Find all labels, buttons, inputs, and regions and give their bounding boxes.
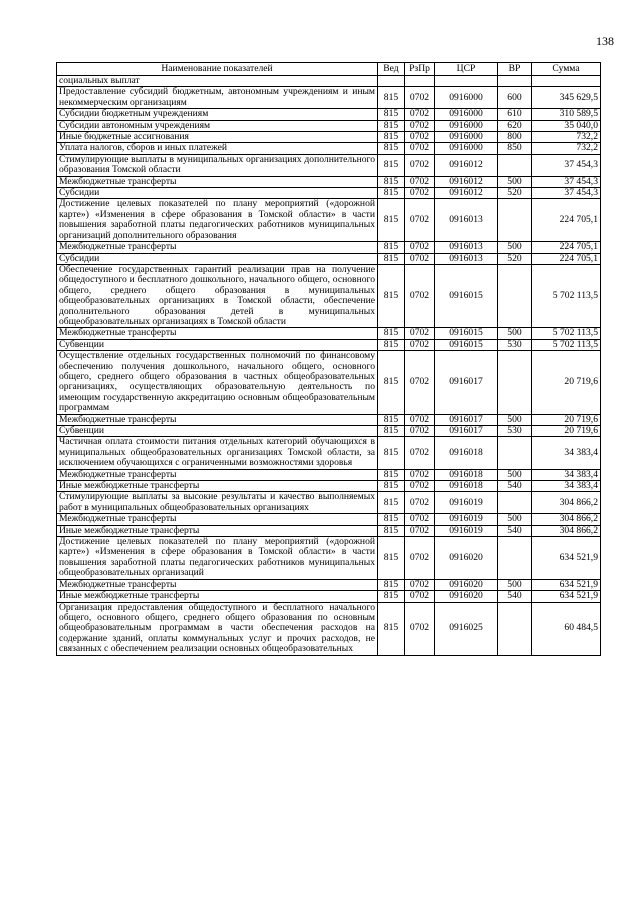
cell-csr: 0916019 — [435, 492, 498, 514]
cell-vr — [498, 264, 532, 327]
cell-vr — [498, 351, 532, 414]
cell-csr — [435, 76, 498, 87]
cell-ved: 815 — [378, 591, 405, 602]
cell-name: Субсидии — [57, 188, 378, 199]
cell-csr: 0916015 — [435, 339, 498, 350]
cell-csr: 0916019 — [435, 514, 498, 525]
header-name: Наименование показателей — [57, 63, 378, 76]
cell-rzpr: 0702 — [405, 514, 435, 525]
cell-ved — [378, 76, 405, 87]
cell-vr — [498, 154, 532, 176]
cell-rzpr: 0702 — [405, 176, 435, 187]
cell-sum: 20 719,6 — [532, 414, 601, 425]
cell-sum: 224 705,1 — [532, 242, 601, 253]
cell-ved: 815 — [378, 437, 405, 469]
cell-vr — [498, 492, 532, 514]
cell-sum: 60 484,5 — [532, 602, 601, 655]
cell-rzpr: 0702 — [405, 199, 435, 242]
header-vr: ВР — [498, 63, 532, 76]
cell-csr: 0916020 — [435, 591, 498, 602]
cell-sum: 345 629,5 — [532, 87, 601, 109]
table-row — [57, 537, 601, 580]
cell-ved: 815 — [378, 537, 405, 580]
cell-csr: 0916013 — [435, 253, 498, 264]
cell-sum: 37 454,3 — [532, 176, 601, 187]
cell-ved: 815 — [378, 602, 405, 655]
cell-csr: 0916013 — [435, 242, 498, 253]
cell-ved: 815 — [378, 264, 405, 327]
cell-sum: 310 589,5 — [532, 109, 601, 120]
cell-sum: 304 866,2 — [532, 514, 601, 525]
table-row — [57, 143, 601, 154]
table-body — [57, 76, 601, 656]
table-row — [57, 437, 601, 469]
cell-name: Межбюджетные трансферты — [57, 469, 378, 480]
cell-name: Субсидии бюджетным учреждениям — [57, 109, 378, 120]
table-row — [57, 492, 601, 514]
cell-rzpr: 0702 — [405, 591, 435, 602]
cell-vr: 800 — [498, 132, 532, 143]
cell-sum: 34 383,4 — [532, 481, 601, 492]
cell-name: Достижение целевых показателей по плану мероприятий («дорожной карте») «Изменения в сфере образования в Томской области» в части повышения заработной платы педагогических работников муниципальных общеобразовательных организаций — [57, 537, 378, 580]
cell-sum: 732,2 — [532, 143, 601, 154]
cell-ved: 815 — [378, 351, 405, 414]
cell-ved: 815 — [378, 328, 405, 339]
page-number: 138 — [596, 34, 614, 48]
cell-rzpr: 0702 — [405, 414, 435, 425]
cell-name: Межбюджетные трансферты — [57, 176, 378, 187]
cell-sum: 634 521,9 — [532, 537, 601, 580]
cell-name: Иные межбюджетные трансферты — [57, 481, 378, 492]
table-row — [57, 469, 601, 480]
cell-vr: 500 — [498, 176, 532, 187]
table-row — [57, 242, 601, 253]
table-row — [57, 253, 601, 264]
cell-name: Стимулирующие выплаты за высокие результаты и качество выполняемых работ в муниципальных общеобразовательных организациях — [57, 492, 378, 514]
cell-name: Стимулирующие выплаты в муниципальных организациях дополнительного образования Томской области — [57, 154, 378, 176]
cell-vr: 500 — [498, 514, 532, 525]
cell-ved: 815 — [378, 109, 405, 120]
cell-rzpr: 0702 — [405, 87, 435, 109]
table-row — [57, 132, 601, 143]
cell-sum — [532, 76, 601, 87]
table-row — [57, 514, 601, 525]
cell-sum: 37 454,3 — [532, 188, 601, 199]
cell-vr: 530 — [498, 339, 532, 350]
cell-ved: 815 — [378, 188, 405, 199]
table-row — [57, 579, 601, 590]
cell-sum: 634 521,9 — [532, 591, 601, 602]
cell-vr: 500 — [498, 242, 532, 253]
table-row — [57, 188, 601, 199]
cell-sum: 224 705,1 — [532, 253, 601, 264]
header-csr: ЦСР — [435, 63, 498, 76]
cell-name: Предоставление субсидий бюджетным, автономным учреждениям и иным некоммерческим организациям — [57, 87, 378, 109]
cell-ved: 815 — [378, 514, 405, 525]
cell-csr: 0916000 — [435, 120, 498, 131]
cell-ved: 815 — [378, 481, 405, 492]
cell-rzpr: 0702 — [405, 120, 435, 131]
cell-name: Межбюджетные трансферты — [57, 579, 378, 590]
table-row — [57, 328, 601, 339]
cell-vr: 620 — [498, 120, 532, 131]
cell-rzpr: 0702 — [405, 188, 435, 199]
cell-vr: 540 — [498, 591, 532, 602]
cell-name: Иные бюджетные ассигнования — [57, 132, 378, 143]
cell-name: Субсидии — [57, 253, 378, 264]
cell-rzpr — [405, 76, 435, 87]
table-row — [57, 176, 601, 187]
cell-name: Межбюджетные трансферты — [57, 514, 378, 525]
cell-csr: 0916000 — [435, 143, 498, 154]
cell-csr: 0916000 — [435, 132, 498, 143]
cell-sum: 634 521,9 — [532, 579, 601, 590]
cell-rzpr: 0702 — [405, 253, 435, 264]
table-row — [57, 199, 601, 242]
cell-name: Субвенции — [57, 426, 378, 437]
cell-ved: 815 — [378, 492, 405, 514]
cell-name: Организация предоставления общедоступного и бесплатного начального общего, основного общего, среднего общего образования по основным общеобразовательным программам в части обеспечения расходов на содержание зданий, оплаты коммунальных услуг и прочих расходов, не связанных с обеспечением реализации основных общеобразовательных — [57, 602, 378, 655]
cell-ved: 815 — [378, 143, 405, 154]
cell-name: Иные межбюджетные трансферты — [57, 525, 378, 536]
table-row — [57, 120, 601, 131]
cell-name: социальных выплат — [57, 76, 378, 87]
table-row — [57, 481, 601, 492]
cell-ved: 815 — [378, 426, 405, 437]
header-sum: Сумма — [532, 63, 601, 76]
cell-csr: 0916012 — [435, 176, 498, 187]
cell-rzpr: 0702 — [405, 537, 435, 580]
cell-name: Уплата налогов, сборов и иных платежей — [57, 143, 378, 154]
table-header — [57, 63, 601, 76]
cell-csr: 0916000 — [435, 109, 498, 120]
cell-vr — [498, 199, 532, 242]
cell-rzpr: 0702 — [405, 339, 435, 350]
cell-rzpr: 0702 — [405, 469, 435, 480]
cell-csr: 0916017 — [435, 351, 498, 414]
cell-sum: 20 719,6 — [532, 351, 601, 414]
cell-csr: 0916013 — [435, 199, 498, 242]
cell-csr: 0916025 — [435, 602, 498, 655]
cell-csr: 0916015 — [435, 328, 498, 339]
cell-rzpr: 0702 — [405, 481, 435, 492]
cell-ved: 815 — [378, 132, 405, 143]
cell-csr: 0916020 — [435, 579, 498, 590]
cell-name: Субвенции — [57, 339, 378, 350]
cell-rzpr: 0702 — [405, 426, 435, 437]
cell-sum: 37 454,3 — [532, 154, 601, 176]
cell-vr: 500 — [498, 579, 532, 590]
cell-csr: 0916018 — [435, 437, 498, 469]
cell-ved: 815 — [378, 579, 405, 590]
cell-name: Иные межбюджетные трансферты — [57, 591, 378, 602]
cell-name: Межбюджетные трансферты — [57, 328, 378, 339]
cell-sum: 732,2 — [532, 132, 601, 143]
cell-rzpr: 0702 — [405, 264, 435, 327]
cell-rzpr: 0702 — [405, 602, 435, 655]
cell-name: Достижение целевых показателей по плану мероприятий («дорожной карте») «Изменения в сфере образования в Томской области» в части повышения заработной платы педагогических работников муниципальных организаций дополнительного образования — [57, 199, 378, 242]
header-ved: Вед — [378, 63, 405, 76]
cell-csr: 0916015 — [435, 264, 498, 327]
cell-rzpr: 0702 — [405, 492, 435, 514]
cell-sum: 34 383,4 — [532, 469, 601, 480]
table-row — [57, 426, 601, 437]
cell-ved: 815 — [378, 87, 405, 109]
cell-vr — [498, 537, 532, 580]
cell-ved: 815 — [378, 242, 405, 253]
cell-vr — [498, 437, 532, 469]
cell-name: Осуществление отдельных государственных полномочий по финансовому обеспечению получения дошкольного, начального общего, основного общего, среднего общего образования в частных общеобразовательных организациях, осуществляющих образовательную деятельность по имеющим государственную аккредитацию основным общеобразовательным программам — [57, 351, 378, 414]
table-row — [57, 602, 601, 655]
cell-ved: 815 — [378, 469, 405, 480]
cell-rzpr: 0702 — [405, 154, 435, 176]
cell-rzpr: 0702 — [405, 437, 435, 469]
cell-ved: 815 — [378, 199, 405, 242]
cell-csr: 0916000 — [435, 87, 498, 109]
cell-rzpr: 0702 — [405, 351, 435, 414]
cell-csr: 0916018 — [435, 481, 498, 492]
cell-sum: 5 702 113,5 — [532, 328, 601, 339]
cell-ved: 815 — [378, 414, 405, 425]
cell-vr: 600 — [498, 87, 532, 109]
cell-name: Обеспечение государственных гарантий реализации прав на получение общедоступного и бесплатного дошкольного, начального общего, основного общего, среднего общего образования в муниципальных общеобразовательных организациях в Томской области, обеспечение дополнительного образования детей в муниципальных общеобразовательных организациях в Томской области — [57, 264, 378, 327]
table-row — [57, 109, 601, 120]
cell-vr — [498, 602, 532, 655]
budget-table — [56, 62, 601, 656]
cell-vr: 520 — [498, 253, 532, 264]
cell-vr: 610 — [498, 109, 532, 120]
cell-vr: 530 — [498, 426, 532, 437]
table-row — [57, 525, 601, 536]
table-row — [57, 351, 601, 414]
cell-sum: 5 702 113,5 — [532, 264, 601, 327]
cell-csr: 0916012 — [435, 188, 498, 199]
cell-vr: 500 — [498, 328, 532, 339]
cell-rzpr: 0702 — [405, 328, 435, 339]
table-row — [57, 414, 601, 425]
cell-sum: 5 702 113,5 — [532, 339, 601, 350]
cell-vr: 540 — [498, 525, 532, 536]
cell-sum: 34 383,4 — [532, 437, 601, 469]
cell-ved: 815 — [378, 176, 405, 187]
cell-ved: 815 — [378, 154, 405, 176]
cell-csr: 0916017 — [435, 414, 498, 425]
cell-rzpr: 0702 — [405, 143, 435, 154]
cell-vr: 520 — [498, 188, 532, 199]
cell-sum: 20 719,6 — [532, 426, 601, 437]
cell-vr: 500 — [498, 469, 532, 480]
cell-vr: 500 — [498, 414, 532, 425]
table-row — [57, 339, 601, 350]
cell-rzpr: 0702 — [405, 242, 435, 253]
cell-ved: 815 — [378, 339, 405, 350]
cell-vr — [498, 76, 532, 87]
cell-csr: 0916018 — [435, 469, 498, 480]
cell-sum: 224 705,1 — [532, 199, 601, 242]
cell-sum: 304 866,2 — [532, 525, 601, 536]
cell-ved: 815 — [378, 525, 405, 536]
cell-sum: 304 866,2 — [532, 492, 601, 514]
cell-ved: 815 — [378, 120, 405, 131]
table-row — [57, 76, 601, 87]
cell-rzpr: 0702 — [405, 132, 435, 143]
cell-csr: 0916012 — [435, 154, 498, 176]
cell-csr: 0916020 — [435, 537, 498, 580]
cell-csr: 0916019 — [435, 525, 498, 536]
table-row — [57, 591, 601, 602]
header-rzpr: РзПр — [405, 63, 435, 76]
table-row — [57, 264, 601, 327]
cell-rzpr: 0702 — [405, 525, 435, 536]
cell-vr: 540 — [498, 481, 532, 492]
cell-rzpr: 0702 — [405, 579, 435, 590]
cell-rzpr: 0702 — [405, 109, 435, 120]
cell-csr: 0916017 — [435, 426, 498, 437]
cell-ved: 815 — [378, 253, 405, 264]
cell-name: Частичная оплата стоимости питания отдельных категорий обучающихся в муниципальных общеобразовательных организациях Томской области, за исключением обучающихся с ограниченными возможностями здоровья — [57, 437, 378, 469]
cell-sum: 35 040,0 — [532, 120, 601, 131]
cell-name: Межбюджетные трансферты — [57, 414, 378, 425]
table-row — [57, 87, 601, 109]
cell-name: Межбюджетные трансферты — [57, 242, 378, 253]
cell-name: Субсидии автономным учреждениям — [57, 120, 378, 131]
cell-vr: 850 — [498, 143, 532, 154]
table-row — [57, 154, 601, 176]
